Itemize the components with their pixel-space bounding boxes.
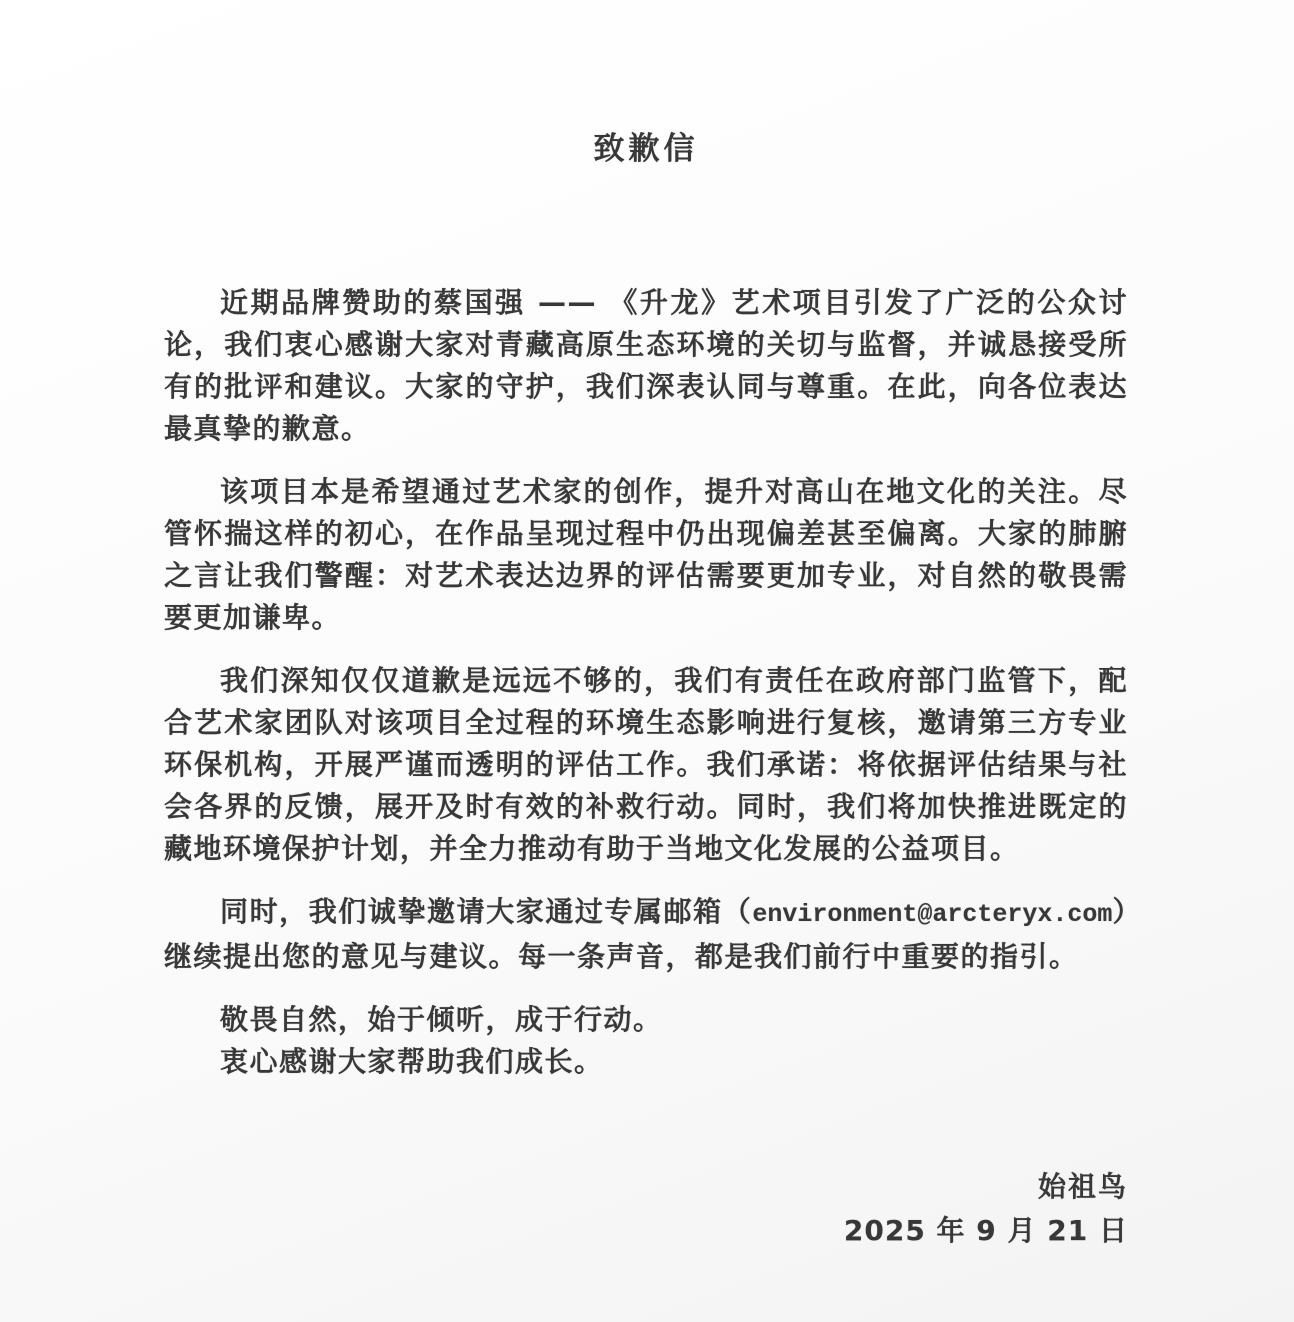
- paragraph-reflection: 该项目本是希望通过艺术家的创作，提升对高山在地文化的关注。尽管怀揣这样的初心，在作品呈现过程中仍出现偏差甚至偏离。大家的肺腑之言让我们警醒：对艺术表达边界的评估需要更加专业，对自然的敬畏需要更加谦卑。: [164, 475, 1128, 634]
- signature-block: [164, 1165, 1128, 1253]
- letter-title: 致歉信: [593, 131, 699, 167]
- signature-brand-name: 始祖鸟: [1037, 1170, 1128, 1203]
- closing-block: [164, 999, 1128, 1083]
- invitation-text-suffix: ）继续提出您的意见与建议。每一条声音，都是我们前行中重要的指引。: [164, 895, 1128, 973]
- paragraph-opening: 近期品牌赞助的蔡国强 —— 《升龙》艺术项目引发了广泛的公众讨论，我们衷心感谢大家对青藏高原生态环境的关切与监督，并诚恳接受所有的批评和建议。大家的守护，我们深表认同与尊重。在此，向各位表达最真挚的歉意。: [164, 286, 1128, 445]
- invitation-text-prefix: 同时，我们诚挚邀请大家通过专属邮箱（: [220, 895, 753, 928]
- closing-line-nature: 敬畏自然，始于倾听，成于行动。: [220, 1003, 663, 1036]
- paragraph-commitment: 我们深知仅仅道歉是远远不够的，我们有责任在政府部门监管下，配合艺术家团队对该项目全过程的环境生态影响进行复核，邀请第三方专业环保机构，开展严谨而透明的评估工作。我们承诺：将依据评估结果与社会各界的反馈，展开及时有效的补救行动。同时，我们将加快推进既定的藏地环境保护计划，并全力推动有助于当地文化发展的公益项目。: [164, 664, 1128, 865]
- paragraph-invitation: [164, 891, 1128, 978]
- signature-date: 2025 年 9 月 21 日: [843, 1214, 1128, 1247]
- contact-email: environment@arcteryx.com: [752, 900, 1113, 929]
- closing-line-thanks: 衷心感谢大家帮助我们成长。: [220, 1045, 604, 1078]
